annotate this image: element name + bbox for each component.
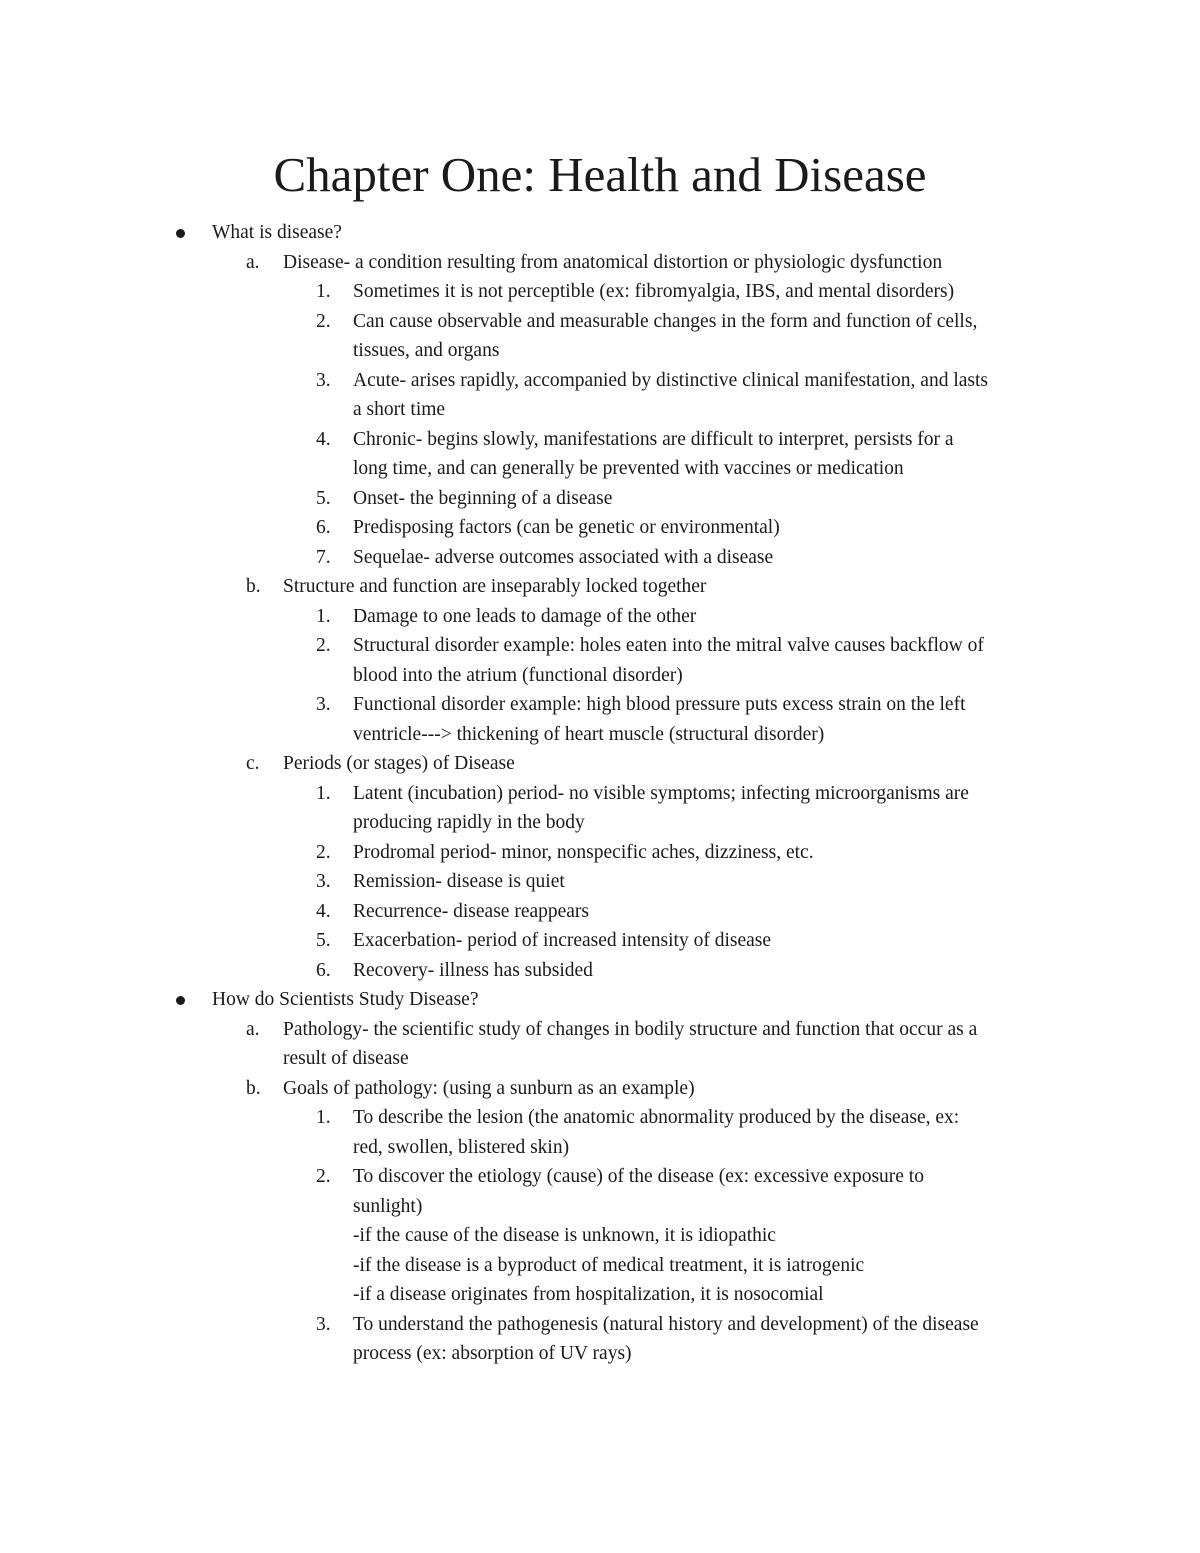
numbered-text-continued: -if the disease is a byproduct of medical treatment, it is iatrogenic [353, 1254, 865, 1276]
number-marker: 5. [316, 930, 331, 951]
letter-item [0, 1074, 1200, 1104]
letter-item [0, 248, 1200, 278]
numbered-text: To discover the etiology (cause) of the disease (ex: excessive exposure to [353, 1166, 924, 1187]
bullet-item [0, 218, 1200, 248]
numbered-text: Latent (incubation) period- no visible symptoms; infecting microorganisms are [353, 782, 969, 804]
numbered-text-continued: producing rapidly in the body [353, 812, 585, 833]
numbered-item [0, 779, 1200, 809]
bullet-icon [176, 229, 185, 238]
numbered-item [0, 897, 1200, 927]
numbered-item [0, 1162, 1200, 1192]
numbered-item [0, 867, 1200, 897]
numbered-text: Functional disorder example: high blood pressure puts excess strain on the left [353, 694, 966, 715]
number-marker: 3. [316, 694, 331, 715]
number-marker: 2. [316, 1166, 331, 1187]
continuation-line [0, 720, 1200, 750]
numbered-text-continued: a short time [353, 399, 446, 420]
continuation-line [0, 1339, 1200, 1369]
letter-marker: b. [246, 576, 261, 597]
letter-text: Pathology- the scientific study of changes in bodily structure and function that occur as a [283, 1018, 978, 1040]
number-marker: 1. [316, 1107, 331, 1128]
continuation-line [0, 1133, 1200, 1163]
numbered-text-continued: -if the cause of the disease is unknown, it is idiopathic [353, 1225, 776, 1246]
numbered-text: Onset- the beginning of a disease [353, 487, 613, 509]
number-marker: 3. [316, 369, 331, 391]
numbered-item [0, 631, 1200, 661]
continuation-line [0, 1044, 1200, 1074]
numbered-item [0, 690, 1200, 720]
continuation-line [0, 1221, 1200, 1251]
number-marker: 2. [316, 841, 331, 863]
numbered-text: Predisposing factors (can be genetic or environmental) [353, 517, 780, 538]
numbered-text: Recurrence- disease reappears [353, 900, 590, 922]
letter-marker: a. [246, 251, 260, 273]
numbered-text: Structural disorder example: holes eaten into the mitral valve causes backflow of [353, 635, 984, 656]
numbered-text-continued: blood into the atrium (functional disorder) [353, 664, 683, 686]
continuation-line [0, 808, 1200, 838]
bullet-item [0, 985, 1200, 1015]
number-marker: 3. [316, 871, 331, 892]
number-marker: 4. [316, 900, 331, 922]
bullet-text: How do Scientists Study Disease? [212, 989, 479, 1010]
numbered-text: Sequelae- adverse outcomes associated with a disease [353, 546, 774, 568]
number-marker: 2. [316, 310, 331, 332]
outline-content [0, 218, 1200, 1369]
number-marker: 1. [316, 605, 331, 627]
letter-text: Periods (or stages) of Disease [283, 753, 515, 774]
numbered-item [0, 1310, 1200, 1340]
letter-marker: c. [246, 753, 260, 774]
numbered-text-continued: red, swollen, blistered skin) [353, 1136, 570, 1158]
bullet-icon [176, 996, 185, 1005]
numbered-item [0, 307, 1200, 337]
number-marker: 7. [316, 546, 331, 568]
letter-text: Goals of pathology: (using a sunburn as an example) [283, 1077, 695, 1099]
numbered-text-continued: long time, and can generally be prevented with vaccines or medication [353, 458, 904, 479]
numbered-item [0, 956, 1200, 986]
numbered-item [0, 838, 1200, 868]
numbered-text: To describe the lesion (the anatomic abnormality produced by the disease, ex: [353, 1107, 960, 1128]
letter-marker: b. [246, 1077, 261, 1099]
continuation-line [0, 454, 1200, 484]
numbered-text-continued: -if a disease originates from hospitalization, it is nosocomial [353, 1284, 824, 1305]
numbered-text: Acute- arises rapidly, accompanied by distinctive clinical manifestation, and lasts [353, 369, 988, 391]
page-title: Chapter One: Health and Disease [273, 147, 927, 202]
numbered-item [0, 1103, 1200, 1133]
letter-item [0, 572, 1200, 602]
letter-text: Structure and function are inseparably locked together [283, 576, 707, 597]
numbered-text: Can cause observable and measurable changes in the form and function of cells, [353, 310, 978, 332]
numbered-text: Exacerbation- period of increased intensity of disease [353, 930, 772, 951]
numbered-item [0, 602, 1200, 632]
numbered-text: Damage to one leads to damage of the other [353, 605, 697, 627]
continuation-line [0, 1280, 1200, 1310]
numbered-item [0, 366, 1200, 396]
continuation-line [0, 1192, 1200, 1222]
numbered-text: Recovery- illness has subsided [353, 959, 593, 981]
numbered-text: Chronic- begins slowly, manifestations are difficult to interpret, persists for a [353, 428, 954, 450]
number-marker: 6. [316, 959, 331, 981]
number-marker: 1. [316, 782, 331, 804]
numbered-text-continued: ventricle---> thickening of heart muscle (structural disorder) [353, 723, 825, 745]
numbered-item [0, 543, 1200, 573]
number-marker: 1. [316, 281, 331, 302]
numbered-item [0, 926, 1200, 956]
numbered-text: Prodromal period- minor, nonspecific aches, dizziness, etc. [353, 841, 814, 863]
numbered-text: Sometimes it is not perceptible (ex: fibromyalgia, IBS, and mental disorders) [353, 281, 955, 302]
letter-marker: a. [246, 1018, 260, 1040]
continuation-line [0, 336, 1200, 366]
numbered-text-continued: tissues, and organs [353, 340, 500, 361]
continuation-line [0, 395, 1200, 425]
numbered-text: To understand the pathogenesis (natural history and development) of the disease [353, 1313, 979, 1335]
numbered-item [0, 425, 1200, 455]
numbered-item [0, 513, 1200, 543]
continuation-line [0, 1251, 1200, 1281]
letter-text-continued: result of disease [283, 1048, 409, 1069]
numbered-item [0, 484, 1200, 514]
numbered-text: Remission- disease is quiet [353, 871, 565, 892]
bullet-text: What is disease? [212, 222, 342, 243]
letter-item [0, 1015, 1200, 1045]
letter-text: Disease- a condition resulting from anatomical distortion or physiologic dysfunction [283, 251, 943, 273]
number-marker: 2. [316, 635, 331, 656]
number-marker: 4. [316, 428, 331, 450]
letter-item [0, 749, 1200, 779]
numbered-text-continued: sunlight) [353, 1195, 423, 1217]
number-marker: 3. [316, 1313, 331, 1335]
number-marker: 6. [316, 517, 331, 538]
continuation-line [0, 661, 1200, 691]
numbered-text-continued: process (ex: absorption of UV rays) [353, 1343, 632, 1364]
number-marker: 5. [316, 487, 331, 509]
numbered-item [0, 277, 1200, 307]
